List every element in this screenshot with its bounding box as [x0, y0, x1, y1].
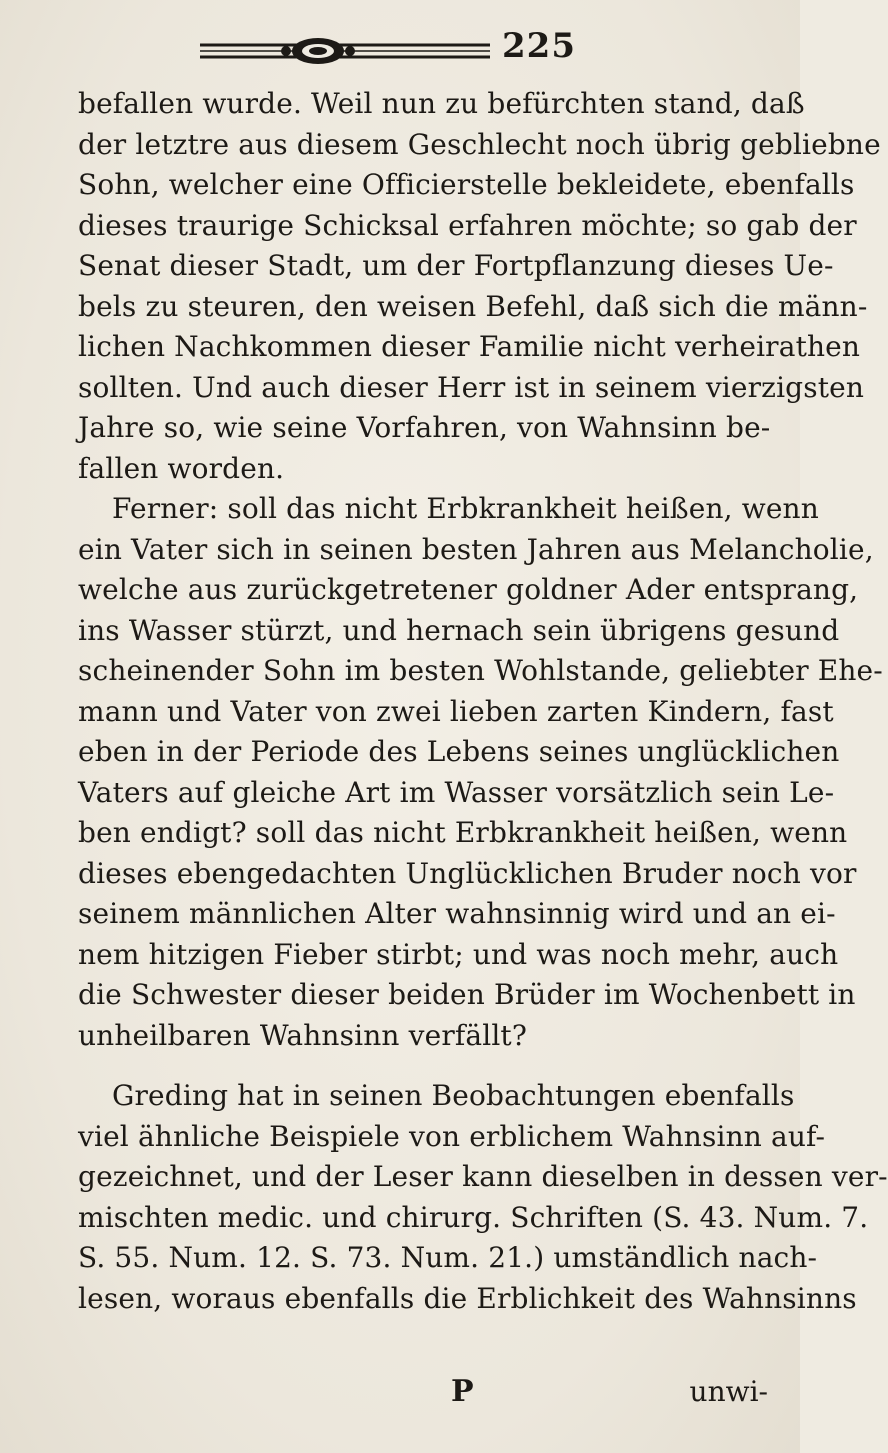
- text-line: fallen worden.: [78, 451, 285, 485]
- text-line: S. 55. Num. 12. S. 73. Num. 21.) umständlich nach-: [78, 1241, 818, 1274]
- text-line: die Schwester dieser beiden Brüder im Wochenbett in: [78, 978, 856, 1011]
- text-line: welche aus zurückgetretener goldner Ader entsprang,: [78, 573, 859, 606]
- text-line: mann und Vater von zwei lieben zarten Kindern, fast: [78, 694, 834, 728]
- text-line: Ferner: soll das nicht Erbkrankheit heißen, wenn: [112, 492, 819, 525]
- text-line: bels zu steuren, den weisen Befehl, daß sich die männ-: [78, 289, 868, 323]
- text-line: Greding hat in seinen Beobachtungen ebenfalls: [112, 1079, 795, 1112]
- text-line: ein Vater sich in seinen besten Jahren aus Melancholie,: [78, 532, 874, 566]
- text-line: seinem männlichen Alter wahnsinnig wird und an ei-: [78, 897, 836, 930]
- text-line: eben in der Periode des Lebens seines unglücklichen: [78, 735, 840, 768]
- header-ornament: [200, 36, 490, 66]
- text-line: ben endigt? soll das nicht Erbkrankheit heißen, wenn: [78, 816, 848, 849]
- text-line: sollten. Und auch dieser Herr ist in seinem vierzigsten: [78, 370, 865, 404]
- text-line: nem hitzigen Fieber stirbt; und was noch mehr, auch: [78, 937, 839, 971]
- paragraph-3: [78, 1076, 888, 1319]
- page-number: 225: [502, 26, 576, 66]
- text-line: scheinender Sohn im besten Wohlstande, geliebter Ehe-: [78, 654, 883, 687]
- paragraph-2: [78, 489, 883, 1056]
- page-header: [200, 14, 576, 74]
- page-footer: [78, 1372, 768, 1414]
- text-line: der letztre aus diesem Geschlecht noch übrig gebliebne: [78, 127, 881, 161]
- signature-mark: P: [451, 1374, 474, 1409]
- text-line: dieses ebengedachten Unglücklichen Bruder noch vor: [78, 856, 857, 890]
- catchword: unwi-: [689, 1375, 768, 1408]
- text-line: ins Wasser stürzt, und hernach sein übrigens gesund: [78, 613, 840, 647]
- paragraph-1: [78, 84, 881, 489]
- text-line: befallen wurde. Weil nun zu befürchten stand, daß: [78, 87, 805, 120]
- body-text: [78, 84, 888, 1319]
- text-line: lesen, woraus ebenfalls die Erblichkeit des Wahnsinns: [78, 1281, 857, 1315]
- text-line: Sohn, welcher eine Officierstelle bekleidete, ebenfalls: [78, 168, 855, 201]
- text-line: unheilbaren Wahnsinn verfällt?: [78, 1018, 527, 1052]
- text-line: dieses traurige Schicksal erfahren möchte; so gab der: [78, 208, 857, 242]
- text-line: mischten medic. und chirurg. Schriften (S. 43. Num. 7.: [78, 1200, 869, 1234]
- text-line: gezeichnet, und der Leser kann dieselben in dessen ver-: [78, 1160, 888, 1193]
- text-line: viel ähnliche Beispiele von erblichem Wahnsinn auf-: [78, 1119, 826, 1153]
- text-line: Senat dieser Stadt, um der Fortpflanzung dieses Ue-: [78, 249, 834, 282]
- text-line: lichen Nachkommen dieser Familie nicht verheirathen: [78, 330, 861, 363]
- text-line: Jahre so, wie seine Vorfahren, von Wahnsinn be-: [78, 411, 771, 444]
- paragraph-gap: [78, 1056, 768, 1076]
- text-line: Vaters auf gleiche Art im Wasser vorsätzlich sein Le-: [78, 775, 835, 809]
